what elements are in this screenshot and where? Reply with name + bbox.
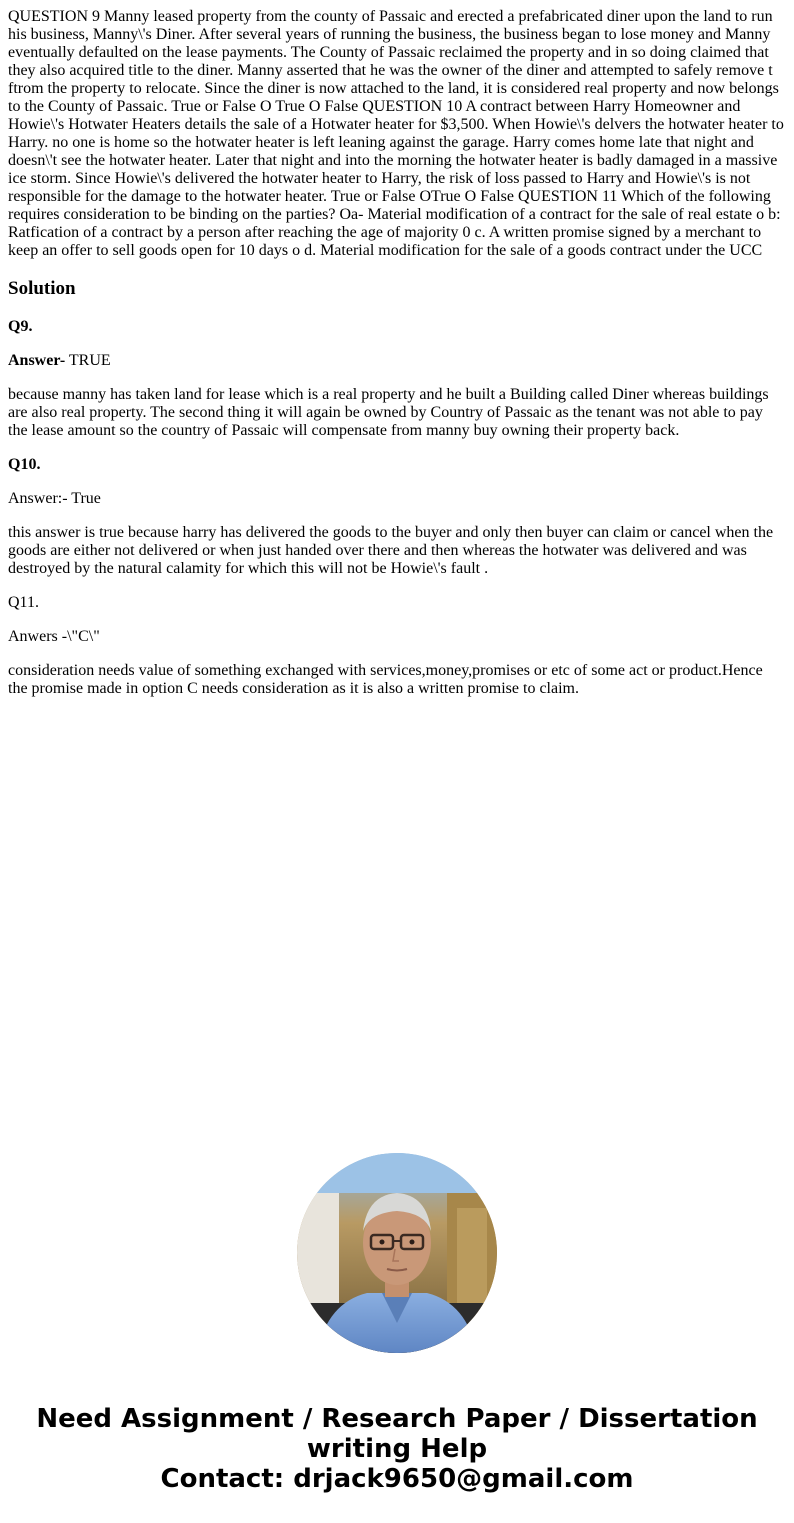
footer-contact: Contact: drjack9650@gmail.com (160, 1464, 634, 1494)
author-portrait-image (297, 1153, 497, 1353)
q9-explanation: because manny has taken land for lease which is a real property and he built a Building called Diner whereas buildings are also real property. The second thing it will again be owned by Country of Passaic as the tenant was not able to pay the lease amount so the country of Passaic will compensate from manny buy owning their property back. (8, 386, 769, 439)
footer-line-1: Need Assignment / Research Paper / Dissertation (36, 1404, 758, 1434)
main-content (0, 0, 794, 698)
q11-explanation: consideration needs value of something exchanged with services,money,promises or etc of some act or product.Hence the promise made in option C needs consideration as it is also a written promise to claim. (8, 662, 763, 697)
q11-answer: Anwers -\"C\" (8, 628, 100, 645)
q10-answer: Answer:- True (8, 490, 101, 507)
q9-answer-value: TRUE (65, 352, 111, 369)
q10-explanation: this answer is true because harry has delivered the goods to the buyer and only then buyer can claim or cancel when the goods are either not delivered or when just handed over there and then whereas the hotwater was delivered and was destroyed by the natural calamity for which this will not be Howie\'s fault . (8, 524, 774, 577)
question-text: QUESTION 9 Manny leased property from the county of Passaic and erected a prefabricated diner upon the land to run his business, Manny\'s Diner. After several years of running the business, the business began to lose money and Manny eventually defaulted on the lease payments. The County of Passaic reclaimed the property and in so doing claimed that they also acquired title to the diner. Manny asserted that he was the owner of the diner and attempted to safely remove t ftrom the property to relocate. Since the diner is now attached to the land, it is considered real property and now belongs to the County of Passaic. True or False O True O False QUESTION 10 A contract between Harry Homeowner and Howie\'s Hotwater Heaters details the sale of a Hotwater heater for $3,500. When Howie\'s delvers the hotwater heater to Harry. no one is home so the hotwater heater is left leaning against the garage. Harry comes home late that night and doesn\'t see the hotwater heater. Later that night and into the morning the hotwater heater is badly damaged in a massive ice storm. Since Howie\'s delivered the hotwater heater to Harry, the risk of loss passed to Harry and Howie\'s is not responsible for the damage to the hotwater heater. True or False OTrue O False QUESTION 11 Which of the following requires consideration to be binding on the parties? Oa- Material modification of a contract for the sale of real estate o b: Ratfication of a contract by a person after reaching the age of majority 0 c. A written promise signed by a merchant to keep an offer to sell goods open for 10 days o d. Material modification for the sale of a goods contract under the UCC (8, 8, 784, 259)
footer-line-2: writing Help (306, 1434, 488, 1464)
q9-answer (8, 352, 786, 370)
solution-heading: Solution (8, 278, 76, 299)
q10-heading: Q10. (8, 456, 41, 473)
q11-heading: Q11. (8, 594, 39, 611)
footer-promo (0, 1404, 794, 1494)
author-avatar (297, 1153, 497, 1353)
q9-heading: Q9. (8, 318, 33, 335)
q9-answer-label: Answer- (8, 352, 66, 369)
